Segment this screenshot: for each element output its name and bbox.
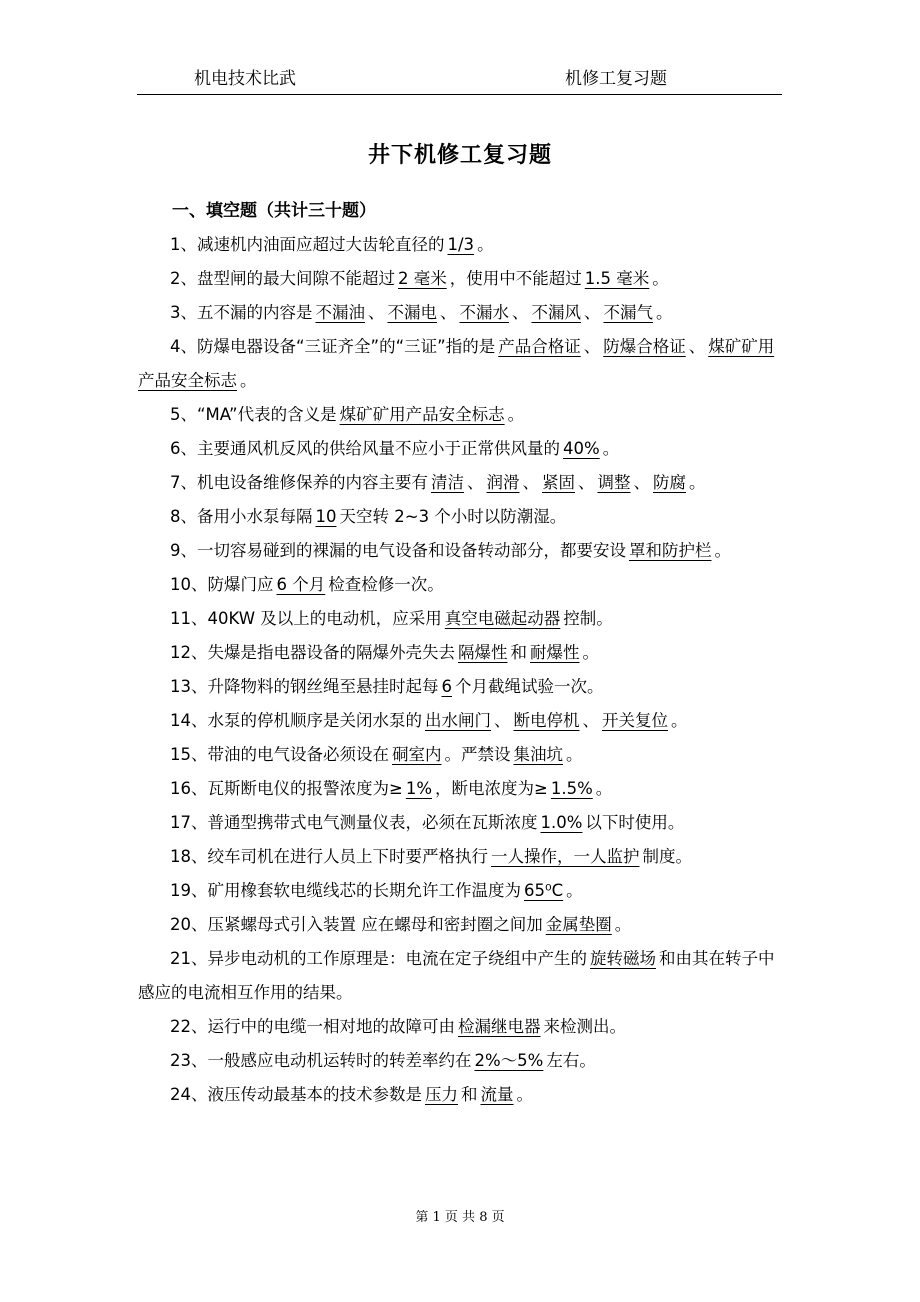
answer-blank: 不漏油	[315, 303, 365, 322]
question-text: 2、盘型闸的最大间隙不能超过	[170, 269, 395, 288]
question-text: 、	[522, 473, 539, 492]
answer-blank: 40%	[563, 439, 600, 458]
question-text: 、	[494, 711, 511, 730]
answer-blank: 防爆合格证	[603, 337, 686, 356]
question-text: 1、减速机内油面应超过大齿轮直径的	[170, 235, 445, 254]
question-text: 17、普通型携带式电气测量仪表，必须在瓦斯浓度	[170, 813, 538, 832]
answer-blank: 出水闸门	[425, 711, 491, 730]
question-text: 、	[467, 473, 484, 492]
question-item	[138, 466, 783, 500]
answer-blank: 调整	[597, 473, 631, 492]
question-text: 和	[461, 1085, 478, 1104]
answer-blank: 不漏气	[603, 303, 653, 322]
question-text: 16、瓦斯断电仪的报警浓度为≥	[170, 779, 403, 798]
question-item	[138, 908, 783, 942]
question-item	[138, 432, 783, 466]
question-item	[138, 296, 783, 330]
answer-blank: 一人操作，一人监护	[491, 847, 640, 866]
question-text: 、	[688, 337, 706, 356]
answer-blank: 旋转磁场	[590, 949, 656, 968]
answer-blank: 流量	[480, 1085, 514, 1104]
answer-blank: 真空电磁起动器	[444, 609, 561, 628]
question-text: 。	[689, 473, 706, 492]
question-text: 、	[578, 473, 595, 492]
answer-blank: 2 毫米	[398, 269, 447, 288]
question-text: 。	[602, 439, 620, 458]
answer-blank: 煤矿矿用产品安全标志	[138, 337, 775, 390]
answer-blank: 硐室内	[392, 745, 442, 764]
question-text: 。	[566, 745, 583, 764]
question-text: 。	[714, 541, 731, 560]
answer-blank: 1.0%	[540, 813, 583, 832]
question-text: 。	[614, 915, 632, 934]
question-text: 15、带油的电气设备必须设在	[170, 745, 389, 764]
question-text: 和由其在转子中感应的电流相互作用的结果。	[138, 949, 775, 1002]
answer-blank: 罩和防护栏	[629, 541, 712, 560]
question-text: 。	[566, 881, 583, 900]
question-item	[138, 568, 783, 602]
question-item	[138, 772, 783, 806]
answer-blank: 2%～5%	[474, 1051, 544, 1070]
answer-blank: 煤矿矿用产品安全标志	[339, 405, 505, 424]
question-text: 。	[240, 371, 257, 390]
question-item	[138, 534, 783, 568]
question-text: 制度。	[642, 847, 692, 866]
page-footer: 第 1 页 共 8 页	[415, 1210, 505, 1225]
question-text: 11、40KW 及以上的电动机，应采用	[170, 609, 442, 628]
question-text: 24、液压传动最基本的技术参数是	[170, 1085, 422, 1104]
question-text: 。	[516, 1085, 533, 1104]
answer-blank: 1.5%	[550, 779, 593, 798]
question-item	[138, 602, 783, 636]
question-text: 、	[583, 337, 601, 356]
header-right-text: 机修工复习题	[565, 69, 667, 89]
question-text: 检查检修一次。	[328, 575, 444, 594]
answer-blank: 开关复位	[602, 711, 668, 730]
question-text: 、	[582, 711, 599, 730]
question-text: 左右。	[546, 1051, 596, 1070]
question-text: 7、机电设备维修保养的内容主要有	[170, 473, 428, 492]
question-text: ，使用中不能超过	[449, 269, 582, 288]
question-item	[138, 670, 783, 704]
question-text: 控制。	[563, 609, 613, 628]
question-text: 以下时使用。	[585, 813, 685, 832]
question-text: 23、一般感应电动机运转时的转差率约在	[170, 1051, 472, 1070]
answer-blank: 检漏继电器	[458, 1017, 541, 1036]
question-item	[138, 806, 783, 840]
question-item	[138, 500, 783, 534]
answer-blank: 耐爆性	[530, 643, 580, 662]
answer-blank: 防腐	[653, 473, 686, 492]
question-text: 天空转 2~3 个小时以防潮湿。	[339, 507, 567, 526]
answer-blank: 润滑	[486, 473, 520, 492]
question-text: 20、压紧螺母式引入装置 应在螺母和密封圈之间加	[170, 915, 543, 934]
question-text: 、	[368, 303, 385, 322]
answer-blank: 不漏电	[387, 303, 437, 322]
question-text: 6、主要通风机反风的供给风量不应小于正常供风量的	[170, 439, 560, 458]
answer-blank: 紧固	[542, 473, 575, 492]
question-text: 。	[595, 779, 613, 798]
answer-blank: 不漏水	[459, 303, 509, 322]
answer-blank: 6	[441, 677, 452, 696]
question-text: 18、绞车司机在进行人员上下时要严格执行	[170, 847, 488, 866]
question-text: 、	[440, 303, 457, 322]
question-item	[138, 874, 783, 908]
question-text: 8、备用小水泵每隔	[170, 507, 313, 526]
question-item	[138, 262, 783, 296]
answer-blank: 6 个月	[276, 575, 326, 594]
question-item	[138, 738, 783, 772]
question-item	[138, 636, 783, 670]
question-item	[138, 1044, 783, 1078]
question-text: 4、防爆电器设备“三证齐全”的“三证”指的是	[170, 337, 496, 356]
answer-blank: 压力	[425, 1085, 458, 1104]
question-text: 。严禁设	[444, 745, 511, 764]
question-text: 个月截绳试验一次。	[455, 677, 604, 696]
answer-blank: 隔爆性	[458, 643, 508, 662]
answer-blank: 65⁰C	[524, 881, 564, 900]
question-item	[138, 228, 783, 262]
question-text: 、	[512, 303, 529, 322]
question-text: 。	[477, 235, 494, 254]
question-item	[138, 840, 783, 874]
question-text: 9、一切容易碰到的裸漏的电气设备和设备转动部分，都要安设	[170, 541, 626, 560]
answer-blank: 产品合格证	[498, 337, 581, 356]
answer-blank: 1.5 毫米	[584, 269, 650, 288]
header-left-text: 机电技术比武	[194, 69, 296, 89]
question-item	[138, 704, 783, 738]
question-text: 。	[671, 711, 688, 730]
question-text: 来检测出。	[543, 1017, 626, 1036]
question-text: 和	[510, 643, 527, 662]
question-item	[138, 330, 783, 398]
question-text: 13、升降物料的钢丝绳至悬挂时起每	[170, 677, 439, 696]
question-text: 。	[652, 269, 669, 288]
question-text: 14、水泵的停机顺序是关闭水泵的	[170, 711, 422, 730]
section-heading: 一、填空题（共计三十题）	[172, 201, 376, 221]
page-header	[137, 58, 782, 95]
question-text: 。	[582, 643, 599, 662]
answer-blank: 清洁	[431, 473, 464, 492]
question-item	[138, 1078, 783, 1112]
question-item	[138, 1010, 783, 1044]
answer-blank: 金属垫圈	[545, 915, 612, 934]
answer-blank: 10	[315, 507, 337, 526]
question-text: 10、防爆门应	[170, 575, 274, 594]
question-text: ，断电浓度为≥	[435, 779, 548, 798]
document-title: 井下机修工复习题	[367, 143, 552, 168]
question-text: 12、失爆是指电器设备的隔爆外壳失去	[170, 643, 455, 662]
question-text: 19、矿用橡套软电缆线芯的长期允许工作温度为	[170, 881, 521, 900]
question-item	[138, 942, 783, 1010]
answer-blank: 不漏风	[531, 303, 581, 322]
answer-blank: 1/3	[447, 235, 475, 254]
question-item	[138, 398, 783, 432]
question-list	[138, 228, 783, 1112]
question-text: 3、五不漏的内容是	[170, 303, 313, 322]
question-text: 21、异步电动机的工作原理是：电流在定子绕组中产生的	[170, 949, 587, 968]
question-text: 。	[656, 303, 673, 322]
answer-blank: 1%	[405, 779, 433, 798]
answer-blank: 断电停机	[513, 711, 580, 730]
question-text: 5、“MA”代表的含义是	[170, 405, 337, 424]
question-text: 。	[507, 405, 525, 424]
question-text: 、	[584, 303, 601, 322]
answer-blank: 集油坑	[513, 745, 563, 764]
question-text: 22、运行中的电缆一相对地的故障可由	[170, 1017, 455, 1036]
question-text: 、	[633, 473, 650, 492]
